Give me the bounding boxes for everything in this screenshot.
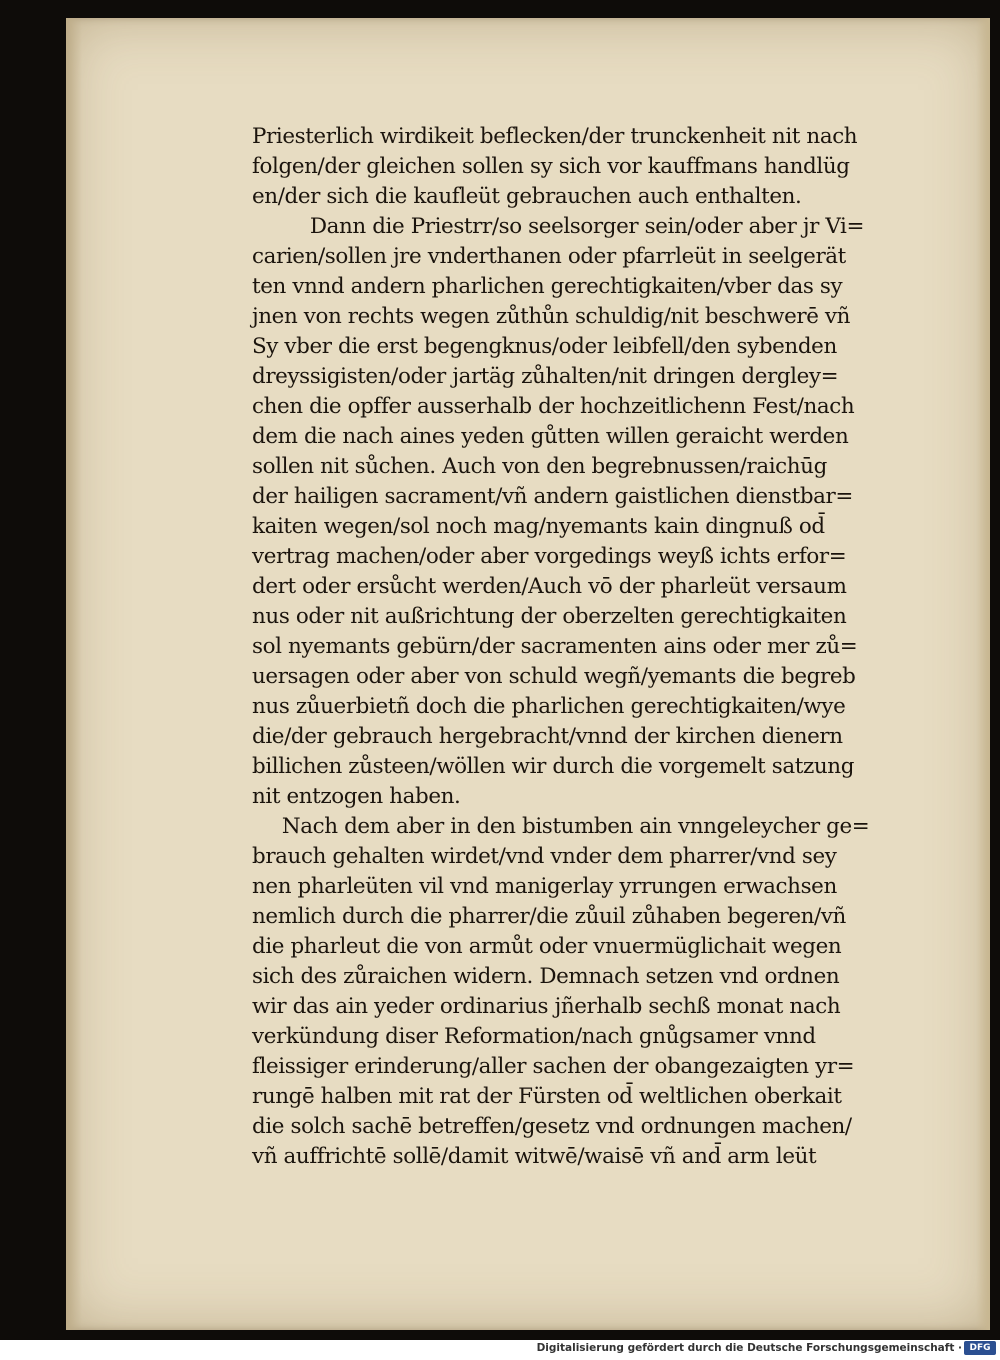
page-text-block: [252, 122, 882, 1172]
text-line: nen pharleüten vil vnd manigerlay yrrungen erwachsen: [252, 874, 837, 899]
text-line: sollen nit sůchen. Auch von den begrebnussen/raichūg: [252, 454, 827, 479]
text-line: Nach dem aber in den bistumben ain vnngeleycher ge=: [281, 814, 870, 839]
digitization-credit: Digitalisierung gefördert durch die Deutsche Forschungsgemeinschaft ·: [536, 1342, 962, 1354]
text-line: kaiten wegen/sol noch mag/nyemants kain dingnuß od̄: [252, 514, 825, 539]
text-line: sol nyemants gebürn/der sacramenten ains oder mer zů=: [252, 634, 858, 659]
text-line: dreyssigisten/oder jartäg zůhalten/nit dringen dergley=: [252, 364, 839, 389]
text-line: nus zůuerbietñ doch die pharlichen gerechtigkaiten/wye: [252, 694, 846, 719]
text-line: die solch sachē betreffen/gesetz vnd ordnungen machen/: [252, 1114, 852, 1139]
text-line: ten vnnd andern pharlichen gerechtigkaiten/vber das sy: [252, 274, 843, 299]
text-line: wir das ain yeder ordinarius jñerhalb sechß monat nach: [252, 994, 841, 1019]
page-edge-shadow: [976, 18, 990, 1330]
text-line: rungē halben mit rat der Fürsten od̄ weltlichen oberkait: [252, 1084, 842, 1109]
text-line: dert oder ersůcht werden/Auch vō der pharleüt versaum: [252, 574, 847, 599]
text-line: brauch gehalten wirdet/vnd vnder dem pharrer/vnd sey: [252, 844, 837, 869]
text-line: vñ auffrichtē sollē/damit witwē/waisē vñ and̄ arm leüt: [252, 1144, 817, 1169]
text-line: nemlich durch die pharrer/die zůuil zůhaben begeren/vñ: [252, 904, 846, 929]
dfg-logo-icon: DFG: [964, 1341, 996, 1355]
text-line: uersagen oder aber von schuld wegñ/yemants die begreb: [252, 664, 856, 689]
text-line: Dann die Priestrr/so seelsorger sein/oder aber jr Vi=: [309, 214, 865, 239]
text-line: vertrag machen/oder aber vorgedings weyß ichts erfor=: [252, 544, 847, 569]
text-line: carien/sollen jre vnderthanen oder pfarrleüt in seelgerät: [252, 244, 846, 269]
page-gutter-shadow: [66, 18, 82, 1330]
text-line: der hailigen sacrament/vñ andern gaistlichen dienstbar=: [252, 484, 853, 509]
text-line: nit entzogen haben.: [252, 784, 461, 809]
text-line: billichen zůsteen/wöllen wir durch die vorgemelt satzung: [252, 754, 855, 779]
text-line: nus oder nit außrichtung der oberzelten gerechtigkaiten: [252, 604, 847, 629]
text-line: chen die opffer ausserhalb der hochzeitlichenn Fest/nach: [252, 394, 855, 419]
text-line: jnen von rechts wegen zůthůn schuldig/nit beschwerē vñ: [252, 304, 851, 329]
text-line: verkündung diser Reformation/nach gnůgsamer vnnd: [252, 1024, 816, 1049]
text-line: Priesterlich wirdikeit beflecken/der trunckenheit nit nach: [252, 124, 858, 149]
text-line: fleissiger erinderung/aller sachen der obangezaigten yr=: [252, 1054, 855, 1079]
text-line: folgen/der gleichen sollen sy sich vor kauffmans handlüg: [252, 154, 850, 179]
text-line: Sy vber die erst begengknus/oder leibfell/den sybenden: [252, 334, 837, 359]
text-line: die pharleut die von armůt oder vnuermüglichait wegen: [252, 934, 842, 959]
text-line: die/der gebrauch hergebracht/vnnd der kirchen dienern: [252, 724, 843, 749]
text-line: dem die nach aines yeden gůtten willen geraicht werden: [252, 424, 849, 449]
text-line: sich des zůraichen widern. Demnach setzen vnd ordnen: [252, 964, 840, 989]
text-line: en/der sich die kaufleüt gebrauchen auch enthalten.: [252, 184, 802, 209]
